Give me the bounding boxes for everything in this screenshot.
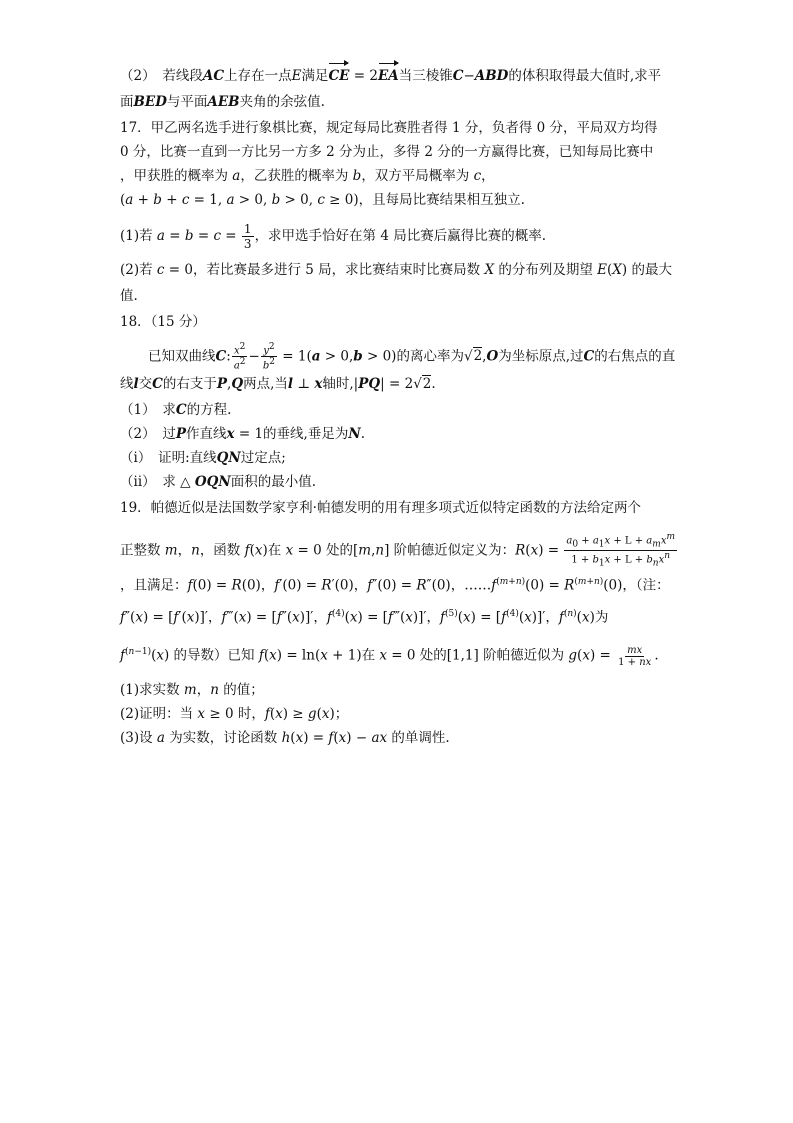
- q17-part2-line2: 值.: [120, 288, 138, 304]
- q16-part2-line2: 面BED与平面AEB夹角的余弦值.: [120, 94, 325, 110]
- q19-line1: 19．帕德近似是法国数学家亨利·帕德发明的用有理多项式近似特定函数的方法给定两个: [120, 500, 641, 516]
- q18-part2-ii: （ⅱ） 求 △ OQN面积的最小值.: [120, 474, 317, 490]
- q19-line5: $f^{(n-1)}(x)$ 的导数）已知 f(x) = ln(x + 1)在 x = 0 处的[1,1] 阶帕德近似为 g(x) = $\frac{mx}{1 + nx}$ .: [120, 644, 659, 668]
- q17-line3: ，甲获胜的概率为 a，乙获胜的概率为 b，双方平局概率为 c，: [120, 168, 495, 184]
- q17-part2-line1: (2)若 c = 0，若比赛最多进行 5 局，求比赛结束时比赛局数 X 的分布列及期望 E(X) 的最大: [120, 262, 672, 278]
- q18-part1: （1） 求C的方程.: [120, 402, 232, 418]
- q19-part1: (1)求实数 m，n 的值；: [120, 682, 264, 698]
- q19-part2: (2)证明：当 x ≥ 0 时，f(x) ≥ g(x)；: [120, 706, 349, 722]
- q19-line3: ，且满足：f(0) = R(0)，f′(0) = R′(0)，f″(0) = R″(0)，$\dots\dots f^{(m+n)}(0) = R^{(m+n)}(0)$，（注：: [120, 577, 670, 594]
- q18-part2-i: （ⅰ） 证明:直线QN过定点;: [120, 450, 286, 466]
- q17-line1: 17．甲乙两名选手进行象棋比赛，规定每局比赛胜者得 1 分，负者得 0 分，平局双方均得: [120, 120, 658, 136]
- q18-line2: 线l交C的右支于P,Q两点,当l ⊥ x轴时,|PQ| = 2√2.: [120, 376, 436, 392]
- q18-line1: 已知双曲线C: $\frac{x^2}{a^2}$ − $\frac{y^2}{b^2}$ = 1(a > 0,b > 0)的离心率为√2,O为坐标原点,过C的右焦点的直: [148, 342, 676, 372]
- q19-line2: 正整数 m，n，函数 f(x)在 x = 0 处的[m,n] 阶帕德近似定义为：R(x) = $\frac{a_0 + a_1x + L + a_mx^m}{1 + b_1x + L + b_nx^n}$: [120, 532, 675, 569]
- q17-line2: 0 分，比赛一直到一方比另一方多 2 分为止，多得 2 分的一方赢得比赛，已知每局比赛中: [120, 144, 654, 160]
- q17-line4: (a + b + c = 1, a > 0, b > 0, c ≥ 0)，且每局比赛结果相互独立.: [120, 192, 525, 208]
- q19-line4: f″(x) = [f′(x)]′，f‴(x) = [f″(x)]′，$f^{(4)}(x)$ = [f‴(x)]′，$f^{(5)}(x) = [f^{(4)}(x)]'$，$f^{(n)}(x)$为: [120, 609, 609, 626]
- q19-part3: (3)设 a 为实数，讨论函数 h(x) = f(x) − ax 的单调性.: [120, 730, 450, 746]
- q17-part1: (1)若 a = b = c = $\frac{1}{3}$ ，求甲选手恰好在第 4 局比赛后赢得比赛的概率.: [120, 222, 547, 251]
- q18-heading: 18．（15 分）: [120, 314, 206, 330]
- q16-part2-line1: （2） 若线段AC上存在一点E满足CE = 2EA当三棱锥C−ABD的体积取得最大值时,求平: [120, 68, 662, 84]
- q18-part2: （2） 过P作直线x = 1的垂线,垂足为N.: [120, 426, 365, 442]
